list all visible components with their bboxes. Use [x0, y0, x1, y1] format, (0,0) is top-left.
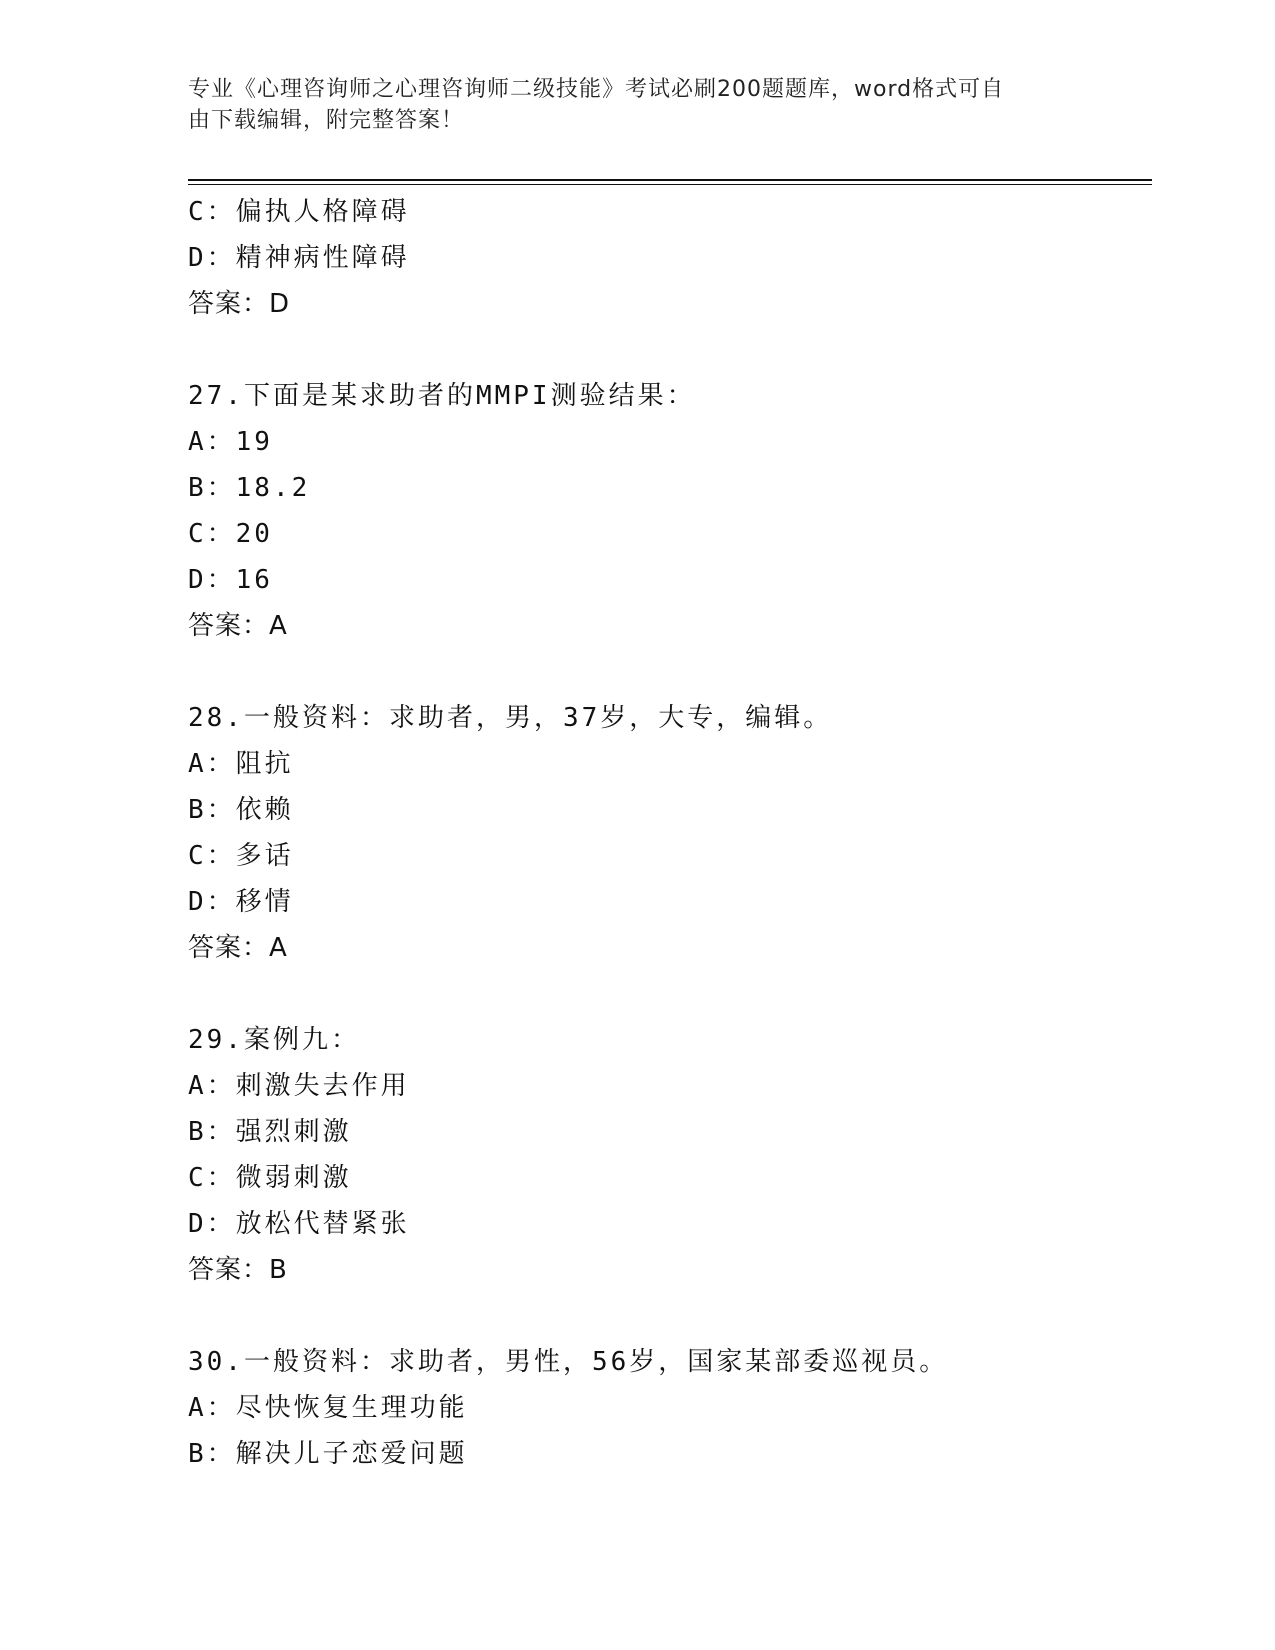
question-text: 29.案例九： — [188, 1025, 360, 1055]
answer-text: 答案：A — [188, 611, 288, 641]
question-block — [188, 373, 1148, 649]
question-block — [188, 695, 1148, 971]
question-text: 28.一般资料：求助者，男，37岁，大专，编辑。 — [188, 703, 833, 733]
option-d: D：精神病性障碍 — [188, 243, 410, 273]
spacer — [188, 1293, 1148, 1339]
header-line-1: 专业《心理咨询师之心理咨询师二级技能》考试必刷200题题库，word格式可自 — [188, 77, 1005, 102]
option-c: C：多话 — [188, 841, 294, 871]
option-a: A：尽快恢复生理功能 — [188, 1393, 468, 1423]
header-rule-thin — [188, 184, 1152, 185]
header-rule-thick — [188, 179, 1152, 181]
document-header — [188, 74, 1068, 136]
option-b: B：依赖 — [188, 795, 294, 825]
option-c: C：偏执人格障碍 — [188, 197, 410, 227]
option-a: A：阻抗 — [188, 749, 294, 779]
spacer — [188, 971, 1148, 1017]
question-block — [188, 1017, 1148, 1293]
option-c: C：微弱刺激 — [188, 1163, 352, 1193]
question-block — [188, 189, 1148, 327]
spacer — [188, 327, 1148, 373]
option-d: D：16 — [188, 565, 273, 595]
question-list — [188, 189, 1148, 1477]
option-c: C：20 — [188, 519, 273, 549]
question-text: 30.一般资料：求助者，男性，56岁，国家某部委巡视员。 — [188, 1347, 949, 1377]
option-b: B：解决儿子恋爱问题 — [188, 1439, 468, 1469]
answer-text: 答案：A — [188, 933, 288, 963]
option-d: D：移情 — [188, 887, 294, 917]
answer-text: 答案：D — [188, 289, 291, 319]
question-text: 27.下面是某求助者的MMPI测验结果： — [188, 381, 696, 411]
option-a: A：19 — [188, 427, 273, 457]
option-b: B：18.2 — [188, 473, 311, 503]
question-block — [188, 1339, 1148, 1477]
answer-text: 答案：B — [188, 1255, 288, 1285]
option-d: D：放松代替紧张 — [188, 1209, 410, 1239]
spacer — [188, 649, 1148, 695]
header-line-2: 由下载编辑，附完整答案！ — [188, 108, 465, 133]
option-b: B：强烈刺激 — [188, 1117, 352, 1147]
option-a: A：刺激失去作用 — [188, 1071, 410, 1101]
